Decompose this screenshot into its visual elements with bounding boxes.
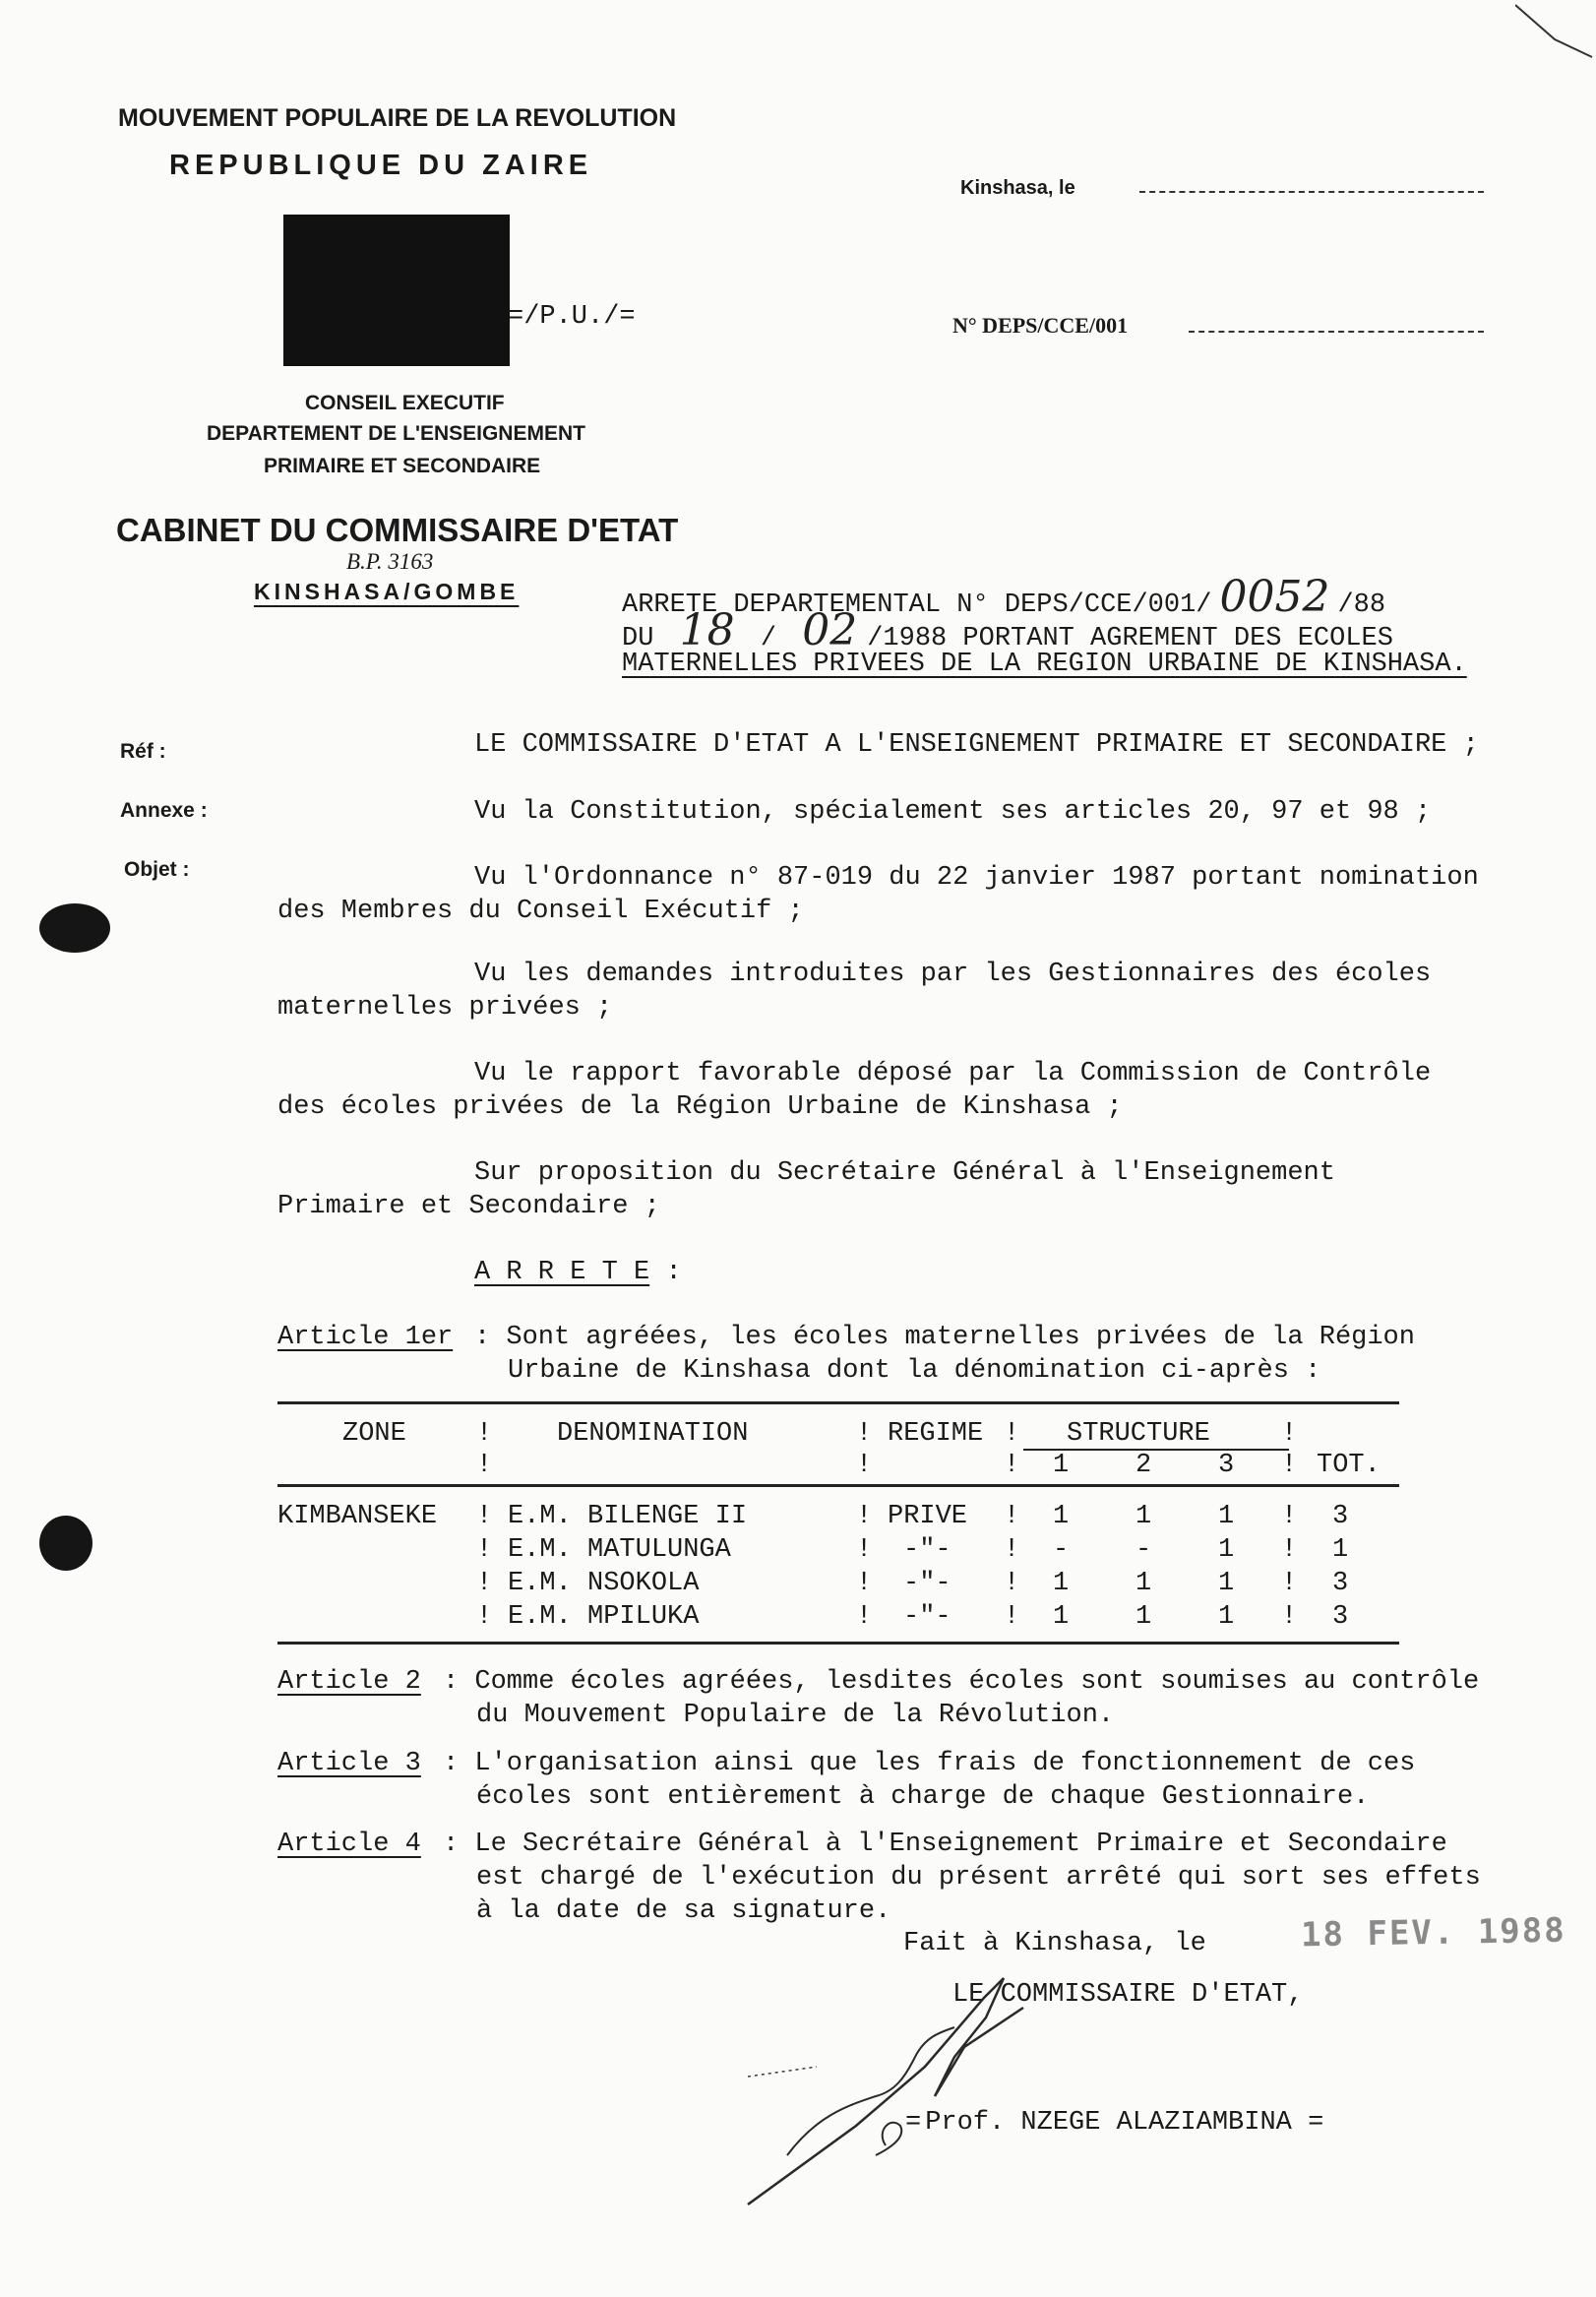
article-1-line-2: Urbaine de Kinshasa dont la dénomination ci-après :	[508, 1356, 1321, 1386]
col-header-s3: 3	[1218, 1451, 1235, 1480]
cell-zone: KIMBANSEKE	[277, 1502, 438, 1531]
col-sep: !	[476, 1451, 493, 1480]
cell-name: E.M. NSOKOLA	[508, 1569, 700, 1598]
col-sep: !	[476, 1569, 493, 1598]
col-sep: !	[1004, 1602, 1020, 1632]
col-sep: !	[856, 1535, 873, 1565]
objet-label: Objet :	[124, 858, 190, 881]
commissioner-title: LE COMMISSAIRE D'ETAT,	[952, 1980, 1304, 2010]
cell-s2: 1	[1136, 1502, 1152, 1531]
city-label: KINSHASA/GOMBE	[254, 579, 520, 604]
col-sep: !	[1281, 1502, 1298, 1531]
article-4-line-3: à la date de sa signature.	[476, 1896, 891, 1926]
cell-s1: 1	[1053, 1602, 1070, 1632]
col-header-s2: 2	[1136, 1451, 1152, 1480]
col-sep: !	[1004, 1451, 1020, 1480]
cell-s3: 1	[1218, 1602, 1235, 1632]
article-4-line-1: : Le Secrétaire Général à l'Enseignement Primaire et Secondaire	[443, 1830, 1447, 1859]
decree-number-handwritten: 0052	[1219, 572, 1330, 622]
council-label: CONSEIL EXECUTIF	[305, 392, 505, 414]
preamble-proposition-1: Sur proposition du Secrétaire Général à l'Enseignement	[474, 1158, 1335, 1188]
article-2-line-1: : Comme écoles agréées, lesdites écoles sont soumises au contrôle	[443, 1667, 1480, 1697]
department-label-2: PRIMAIRE ET SECONDAIRE	[264, 455, 541, 477]
article-3-line-2: écoles sont entièrement à charge de chaque Gestionnaire.	[476, 1782, 1370, 1812]
arrete-heading	[474, 1256, 682, 1289]
table-header-rule	[277, 1484, 1399, 1487]
punch-hole-bottom	[39, 1516, 92, 1571]
cell-name: E.M. MATULUNGA	[508, 1535, 731, 1565]
po-box: B.P. 3163	[346, 549, 434, 574]
cabinet-heading: CABINET DU COMMISSAIRE D'ETAT	[116, 512, 679, 548]
decree-du: DU	[622, 624, 654, 653]
table-top-rule	[277, 1401, 1399, 1404]
col-sep: !	[1004, 1569, 1020, 1598]
col-sep: !	[476, 1535, 493, 1565]
arrete-colon: :	[665, 1258, 682, 1287]
col-sep: !	[476, 1502, 493, 1531]
col-header-regime: REGIME	[888, 1419, 984, 1449]
signature	[728, 1958, 1141, 2214]
cell-s1: 1	[1053, 1502, 1070, 1531]
name-text: Prof. NZEGE ALAZIAMBINA =	[925, 2108, 1324, 2138]
cell-tot: 3	[1332, 1502, 1349, 1531]
col-header-s1: 1	[1053, 1451, 1070, 1480]
col-sep: !	[1004, 1535, 1020, 1565]
preamble-demandes-2: maternelles privées ;	[277, 993, 613, 1023]
preamble-commissioner: LE COMMISSAIRE D'ETAT A L'ENSEIGNEMENT PRIMAIRE ET SECONDAIRE ;	[474, 730, 1479, 760]
col-sep: !	[856, 1502, 873, 1531]
redacted-block	[283, 215, 510, 366]
date-stamp: 18 FEV. 1988	[1300, 1910, 1566, 1956]
article-4-label: Article 4	[277, 1830, 421, 1859]
cell-regime: -"-	[903, 1535, 951, 1565]
col-sep: !	[1281, 1419, 1298, 1449]
col-sep: !	[1004, 1419, 1020, 1449]
commissioner-name	[905, 2106, 1323, 2140]
article-4-line-2: est chargé de l'exécution du présent arrêté qui sort ses effets	[476, 1863, 1481, 1893]
cell-tot: 3	[1332, 1569, 1349, 1598]
cell-regime: PRIVE	[888, 1502, 968, 1531]
preamble-proposition-2: Primaire et Secondaire ;	[277, 1192, 660, 1221]
col-sep: !	[1281, 1451, 1298, 1480]
decree-year-suffix: /88	[1337, 590, 1386, 620]
number-line	[1189, 331, 1484, 333]
col-header-tot: TOT.	[1317, 1451, 1381, 1480]
cell-s1: -	[1053, 1535, 1070, 1565]
decree-prefix: ARRETE DEPARTEMENTAL N° DEPS/CCE/001/	[622, 590, 1212, 620]
preamble-ordonnance-1: Vu l'Ordonnance n° 87-019 du 22 janvier 1987 portant nomination	[474, 863, 1479, 893]
col-sep: !	[476, 1419, 493, 1449]
col-sep: !	[1004, 1502, 1020, 1531]
col-header-denomination: DENOMINATION	[557, 1419, 749, 1449]
cell-s2: 1	[1136, 1602, 1152, 1632]
article-1-line-1: : Sont agréées, les écoles maternelles privées de la Région	[474, 1323, 1415, 1352]
col-sep: !	[1281, 1602, 1298, 1632]
col-sep: !	[856, 1602, 873, 1632]
col-sep: !	[1281, 1569, 1298, 1598]
place-date-label: Kinshasa, le	[960, 177, 1075, 199]
decree-sep: /	[760, 624, 777, 653]
cell-s3: 1	[1218, 1569, 1235, 1598]
decree-month-handwritten: 02	[802, 605, 858, 655]
col-sep: !	[476, 1602, 493, 1632]
cell-regime: -"-	[903, 1602, 951, 1632]
department-label: DEPARTEMENT DE L'ENSEIGNEMENT	[207, 422, 585, 445]
preamble-constitution: Vu la Constitution, spécialement ses articles 20, 97 et 98 ;	[474, 797, 1432, 827]
preamble-rapport-1: Vu le rapport favorable déposé par la Commission de Contrôle	[474, 1059, 1432, 1088]
movement-heading: MOUVEMENT POPULAIRE DE LA REVOLUTION	[118, 104, 677, 132]
article-2-label: Article 2	[277, 1667, 421, 1697]
col-header-zone: ZONE	[342, 1419, 406, 1449]
cell-name: E.M. MPILUKA	[508, 1602, 700, 1632]
col-sep: !	[856, 1419, 873, 1449]
punch-hole-top	[39, 903, 110, 953]
cell-s1: 1	[1053, 1569, 1070, 1598]
decree-rest: /1988 PORTANT AGREMENT DES ECOLES	[867, 624, 1393, 653]
article-2-line-2: du Mouvement Populaire de la Révolution.	[476, 1701, 1115, 1730]
col-sep: !	[856, 1451, 873, 1480]
republic-heading: REPUBLIQUE DU ZAIRE	[169, 150, 593, 181]
cell-regime: -"-	[903, 1569, 951, 1598]
decree-day-handwritten: 18	[679, 605, 735, 655]
ref-label: Réf :	[120, 740, 166, 763]
cell-s3: 1	[1218, 1502, 1235, 1531]
cell-tot: 1	[1332, 1535, 1349, 1565]
col-sep: !	[856, 1569, 873, 1598]
cell-name: E.M. BILENGE II	[508, 1502, 748, 1531]
arrete-word: A R R E T E	[474, 1258, 650, 1287]
col-sep: !	[1281, 1535, 1298, 1565]
preamble-rapport-2: des écoles privées de la Région Urbaine de Kinshasa ;	[277, 1092, 1123, 1122]
preamble-demandes-1: Vu les demandes introduites par les Gestionnaires des écoles	[474, 960, 1432, 989]
cell-tot: 3	[1332, 1602, 1349, 1632]
annexe-label: Annexe :	[120, 799, 208, 822]
name-prefix-mark: =	[905, 2108, 922, 2138]
col-header-structure: STRUCTURE	[1067, 1419, 1210, 1449]
fait-a-kinshasa: Fait à Kinshasa, le	[903, 1929, 1206, 1958]
article-1-label: Article 1er	[277, 1323, 454, 1352]
pu-reference: =/P.U./=	[508, 302, 636, 332]
cell-s2: -	[1136, 1535, 1152, 1565]
date-line	[1139, 191, 1484, 193]
preamble-ordonnance-2: des Membres du Conseil Exécutif ;	[277, 897, 804, 926]
decree-line-3: MATERNELLES PRIVEES DE LA REGION URBAINE DE KINSHASA.	[622, 650, 1467, 679]
cell-s3: 1	[1218, 1535, 1235, 1565]
table-bottom-rule	[277, 1642, 1399, 1645]
article-3-label: Article 3	[277, 1749, 421, 1778]
number-label: N° DEPS/CCE/001	[952, 313, 1129, 338]
article-3-line-1: : L'organisation ainsi que les frais de fonctionnement de ces	[443, 1749, 1416, 1778]
cell-s2: 1	[1136, 1569, 1152, 1598]
corner-mark	[1515, 0, 1594, 59]
